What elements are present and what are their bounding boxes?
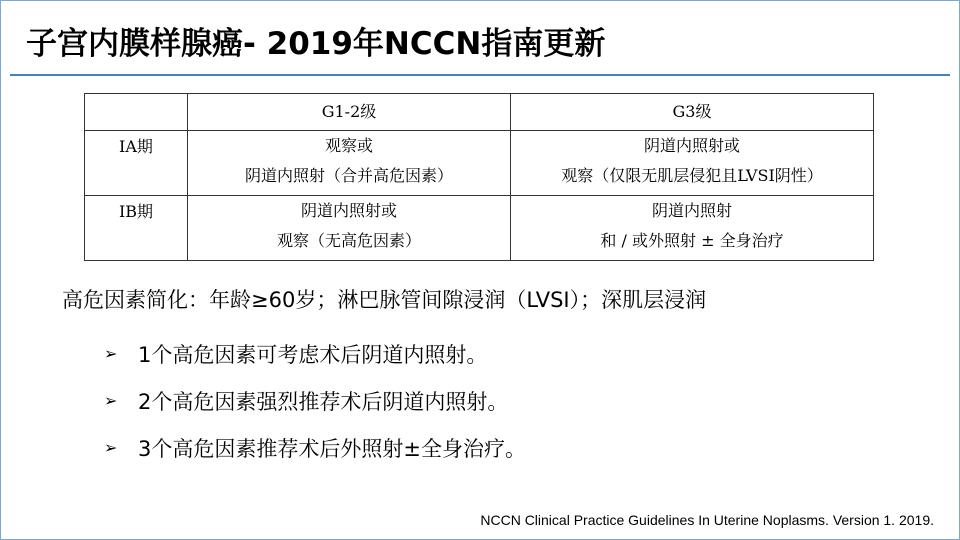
- header-cell-stage: [85, 94, 188, 131]
- list-item: [104, 330, 526, 377]
- stage-cell: IA期: [85, 131, 188, 196]
- cell-line: 阴道内照射（合并高危因素）: [244, 166, 453, 185]
- title-divider: [10, 74, 950, 76]
- list-item: [104, 377, 526, 424]
- bullet-text: 1个高危因素可考虑术后阴道内照射。: [138, 342, 488, 367]
- table-header-row: [85, 94, 874, 131]
- risk-factor-summary: 高危因素简化：年龄≥60岁；淋巴脉管间隙浸润（LVSI）；深肌层浸润: [62, 288, 707, 312]
- list-item: [104, 424, 526, 471]
- arrow-bullet-icon: ➢: [104, 438, 118, 457]
- arrow-bullet-icon: ➢: [104, 391, 118, 410]
- table-row: [85, 131, 874, 196]
- stage-cell: IB期: [85, 196, 188, 261]
- g3-cell: [511, 196, 874, 261]
- cell-line: 观察或: [324, 136, 373, 155]
- header-cell-g12: G1-2级: [188, 94, 511, 131]
- slide-title: 子宫内膜样腺癌- 2019年NCCN指南更新: [26, 26, 606, 62]
- arrow-bullet-icon: ➢: [104, 344, 118, 363]
- cell-line: 阴道内照射或: [643, 136, 740, 155]
- cell-line: 阴道内照射: [651, 201, 732, 220]
- header-cell-g3: G3级: [511, 94, 874, 131]
- bullet-text: 2个高危因素强烈推荐术后阴道内照射。: [138, 389, 509, 414]
- g3-cell: [511, 131, 874, 196]
- g12-cell: [188, 131, 511, 196]
- bullet-text: 3个高危因素推荐术后外照射±全身治疗。: [138, 436, 526, 461]
- cell-line: 观察（无高危因素）: [276, 231, 421, 250]
- recommendation-list: [104, 330, 526, 471]
- g12-cell: [188, 196, 511, 261]
- cell-line: 阴道内照射或: [300, 201, 397, 220]
- citation-text: NCCN Clinical Practice Guidelines In Uterine Noplasms. Version 1. 2019.: [480, 512, 934, 528]
- cell-line: 和 / 或外照射 ± 全身治疗: [600, 231, 784, 250]
- cell-line: 观察（仅限无肌层侵犯且LVSI阴性）: [561, 166, 823, 185]
- table-row: [85, 196, 874, 261]
- treatment-table: [84, 93, 874, 261]
